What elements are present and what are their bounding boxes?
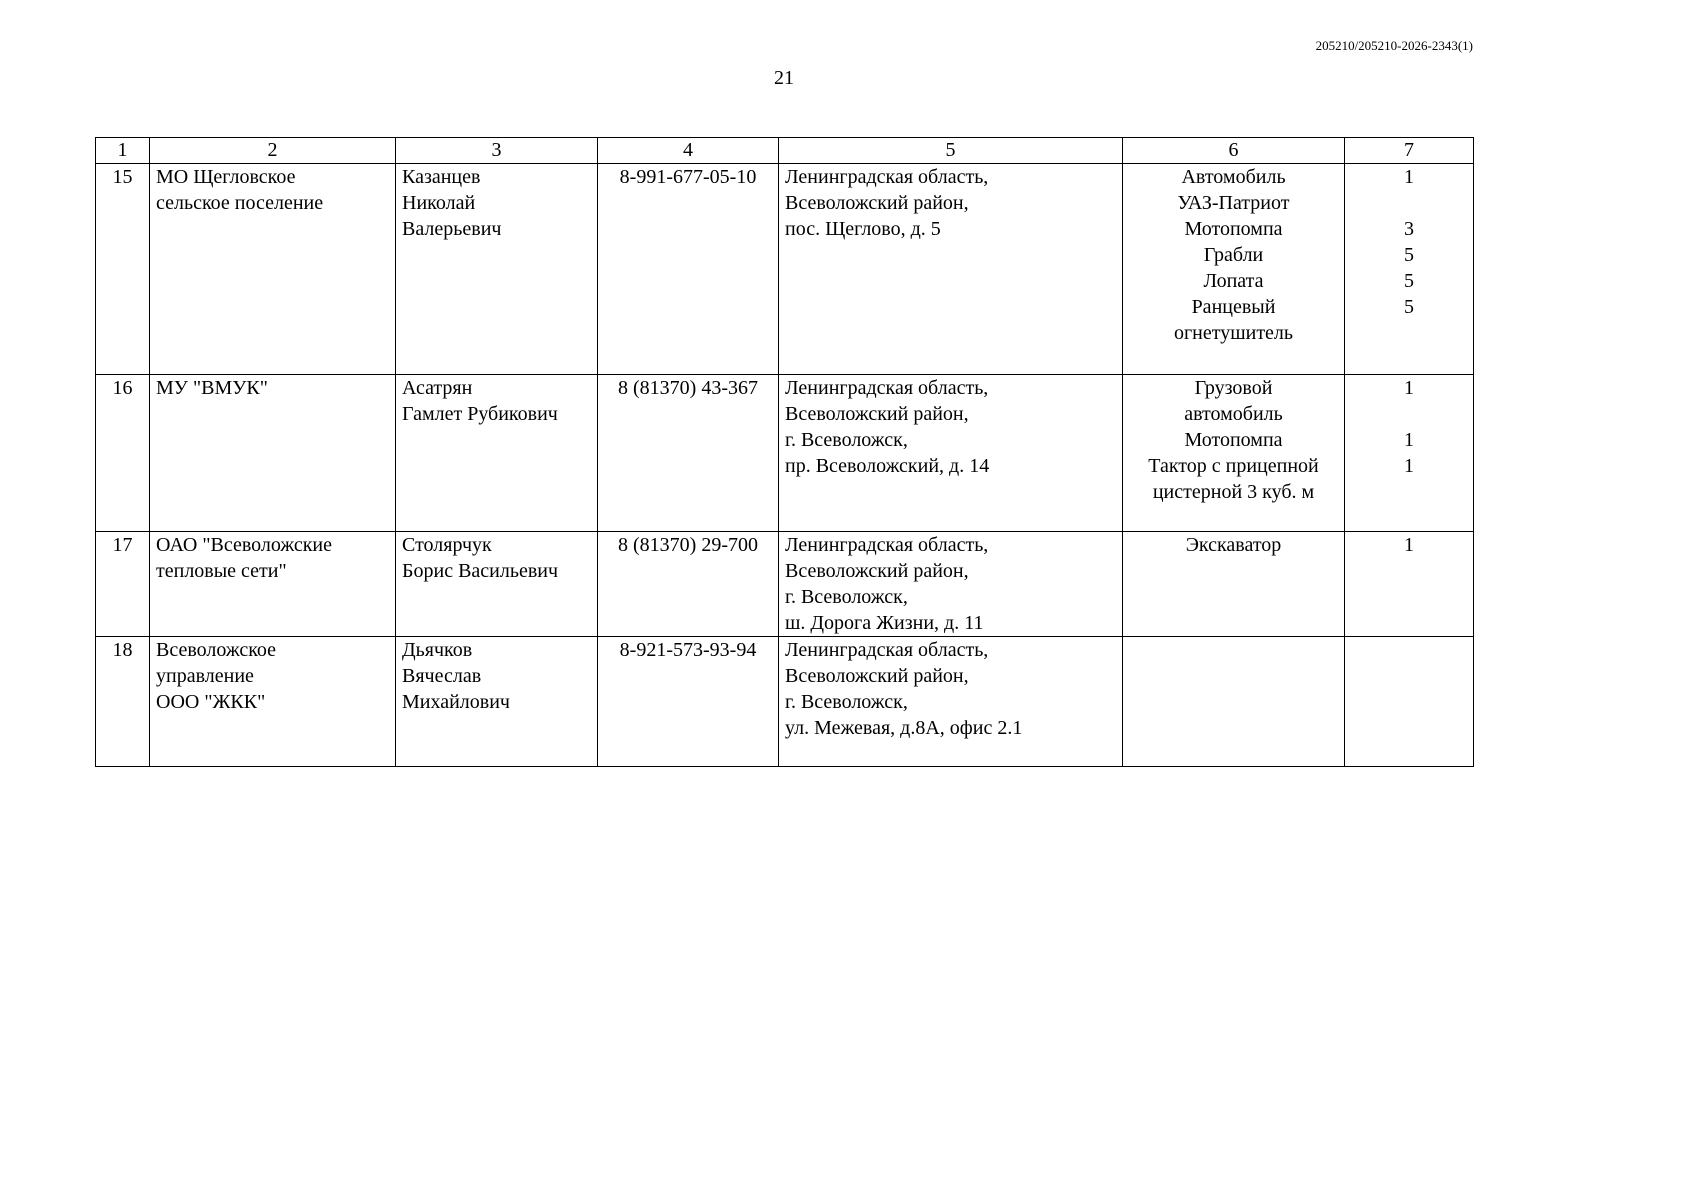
quantity-line: 1 [1404,455,1414,477]
person-line: Гамлет Рубикович [402,403,558,425]
address-line: г. Всеволожск, [785,429,908,451]
address-cell [779,164,1123,375]
equipment-line: автомобиль [1184,403,1283,425]
row-number-text: 16 [112,377,133,399]
row-number [96,164,150,375]
quantity-line: 1 [1404,377,1414,399]
address-line: Всеволожский район, [785,192,969,214]
quantity-line [1351,190,1467,216]
organization-line: управление [156,665,254,687]
row-number-text: 17 [112,534,133,556]
quantity-line [1351,401,1467,427]
person-line: Дьячков [402,639,473,661]
organization-line: ОАО "Всеволожские [156,534,332,556]
organization-cell [150,164,396,375]
table-row [96,375,1474,532]
quantity-cell [1345,375,1474,532]
person-line: Михайлович [402,691,510,713]
table-row [96,532,1474,637]
responsible-person-cell [396,637,598,767]
equipment-line: Мотопомпа [1184,429,1283,451]
row-number [96,532,150,637]
person-line: Казанцев [402,166,481,188]
quantity-line: 5 [1404,296,1414,318]
address-line: Всеволожский район, [785,403,969,425]
table-row [96,164,1474,375]
row-number-text: 15 [112,166,133,188]
responsible-person-cell [396,375,598,532]
equipment-cell [1123,532,1345,637]
equipment-line: Тактор с прицепной [1148,455,1319,477]
equipment-line: Ранцевый [1191,296,1276,318]
person-line: Борис Васильевич [402,560,559,582]
column-header-3: 3 [396,138,598,164]
equipment-line: Экскаватор [1185,534,1282,556]
equipment-line: Грабли [1203,244,1264,266]
address-line: пос. Щеглово, д. 5 [785,218,941,240]
phone-cell [598,532,779,637]
organization-line: МО Щегловское [156,166,296,188]
address-line: Всеволожский район, [785,560,969,582]
row-number-text: 18 [112,639,133,661]
address-line: Ленинградская область, [785,377,989,399]
row-number [96,637,150,767]
column-header-6: 6 [1123,138,1345,164]
equipment-line: УАЗ-Патриот [1177,192,1290,214]
organization-cell [150,375,396,532]
quantity-line [1351,479,1467,505]
equipment-line: Грузовой [1194,377,1273,399]
organization-line: сельское поселение [156,192,324,214]
equipment-line: огнетушитель [1173,322,1294,344]
person-line: Асатрян [402,377,473,399]
address-line: г. Всеволожск, [785,586,908,608]
address-line: Ленинградская область, [785,639,989,661]
quantity-line: 1 [1404,166,1414,188]
equipment-line: Мотопомпа [1184,218,1283,240]
quantity-cell [1345,532,1474,637]
address-line: пр. Всеволожский, д. 14 [785,455,990,477]
table-header-row [96,138,1474,164]
responsible-person-cell [396,164,598,375]
phone-number: 8 (81370) 43-367 [618,377,758,399]
person-line: Валерьевич [402,218,502,240]
column-header-5: 5 [779,138,1123,164]
quantity-line [1351,320,1467,346]
phone-cell [598,164,779,375]
phone-cell [598,637,779,767]
person-line: Столярчук [402,534,492,556]
row-number [96,375,150,532]
equipment-cell [1123,164,1345,375]
resource-table [95,137,1474,767]
equipment-line: цистерной 3 куб. м [1152,481,1315,503]
phone-cell [598,375,779,532]
address-cell [779,375,1123,532]
address-line: г. Всеволожск, [785,691,908,713]
column-header-1: 1 [96,138,150,164]
quantity-line: 5 [1404,244,1414,266]
address-line: ш. Дорога Жизни, д. 11 [785,612,984,634]
phone-number: 8-991-677-05-10 [619,166,757,188]
equipment-line: Лопата [1203,270,1264,292]
equipment-cell [1123,637,1345,767]
quantity-line: 1 [1404,534,1414,556]
responsible-person-cell [396,532,598,637]
phone-number: 8-921-573-93-94 [619,639,757,661]
address-line: Ленинградская область, [785,166,989,188]
column-header-4: 4 [598,138,779,164]
equipment-cell [1123,375,1345,532]
column-header-2: 2 [150,138,396,164]
page-number: 21 [774,67,794,89]
organization-line: Всеволожское [156,639,277,661]
address-line: Ленинградская область, [785,534,989,556]
table-row [96,637,1474,767]
document-code: 205210/205210-2026-2343(1) [1315,38,1473,53]
column-header-7: 7 [1345,138,1474,164]
organization-cell [150,532,396,637]
equipment-line: Автомобиль [1181,166,1286,188]
organization-cell [150,637,396,767]
quantity-cell [1345,637,1474,767]
organization-line: ООО "ЖКК" [156,691,266,713]
quantity-line: 3 [1404,218,1414,240]
phone-number: 8 (81370) 29-700 [618,534,758,556]
organization-line: МУ "ВМУК" [156,377,268,399]
address-cell [779,532,1123,637]
quantity-line: 1 [1404,429,1414,451]
person-line: Вячеслав [402,665,482,687]
quantity-cell [1345,164,1474,375]
organization-line: тепловые сети" [156,560,287,582]
person-line: Николай [402,192,476,214]
address-line: Всеволожский район, [785,665,969,687]
quantity-line: 5 [1404,270,1414,292]
address-cell [779,637,1123,767]
address-line: ул. Межевая, д.8А, офис 2.1 [785,717,1023,739]
